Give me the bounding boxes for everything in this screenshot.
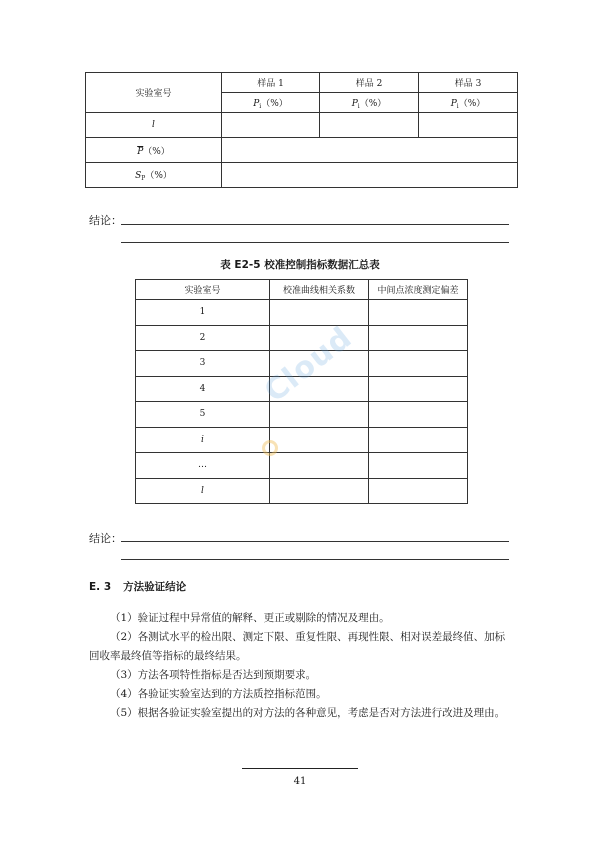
watermark-logo-icon [262, 440, 278, 456]
deviation-header: 中间点浓度测定偏差 [369, 280, 468, 300]
row-label: 4 [136, 376, 270, 402]
correlation-header: 校准曲线相关系数 [270, 280, 369, 300]
table-cell [222, 163, 518, 188]
row-pbar-label: $\overline{P}(\%)$ [86, 138, 222, 163]
table-cell [369, 478, 468, 504]
table-cell [369, 351, 468, 377]
conclusion-line [121, 242, 509, 243]
section-heading [89, 579, 186, 594]
table-cell [222, 113, 320, 138]
sample-2-header: 样品 2 [320, 73, 419, 93]
table-cell [270, 453, 369, 479]
list-item: （2）各测试水平的检出限、测定下限、重复性限、再现性限、相对误差最终值、加标 [110, 631, 506, 643]
row-label: 2 [136, 325, 270, 351]
table-cell [369, 376, 468, 402]
conclusion-line [121, 559, 509, 560]
list-item: （4）各验证实验室达到的方法质控指标范围。 [110, 688, 327, 700]
page-number: 41 [293, 776, 307, 787]
table-cell [369, 402, 468, 428]
row-label: i [136, 427, 270, 453]
table-cell [270, 478, 369, 504]
sample-1-unit: $P_i(\%)$ [222, 93, 320, 113]
table-cell [270, 300, 369, 326]
lab-number-header: 实验室号 [136, 280, 270, 300]
conclusion-label: 结论： [89, 532, 122, 545]
table-caption: 表 E2-5 校准控制指标数据汇总表 [220, 259, 380, 271]
watermark: Cloud [258, 319, 359, 410]
table-row [136, 402, 468, 428]
table-row [136, 300, 468, 326]
list-item: （5）根据各验证实验室提出的对方法的各种意见，考虑是否对方法进行改进及理由。 [110, 707, 506, 719]
table-row [136, 453, 468, 479]
sample-2-unit: $P_i(\%)$ [320, 93, 419, 113]
table-cell [222, 138, 518, 163]
table-cell [270, 427, 369, 453]
sample-3-header: 样品 3 [419, 73, 518, 93]
table-cell [369, 453, 468, 479]
table-cell [320, 113, 419, 138]
table-cell [369, 300, 468, 326]
table-cell [369, 325, 468, 351]
row-label: 5 [136, 402, 270, 428]
row-s-label: $S_P(\%)$ [86, 163, 222, 188]
table-cell [369, 427, 468, 453]
conclusion-label: 结论： [89, 214, 122, 227]
conclusion-line [121, 541, 509, 542]
sample-precision-table [85, 72, 518, 188]
table-cell [419, 113, 518, 138]
section-number: E. 3 [89, 581, 112, 593]
list-item: 回收率最终值等指标的最终结果。 [89, 650, 247, 662]
sample-3-unit: $P_i(\%)$ [419, 93, 518, 113]
row-label: l [136, 478, 270, 504]
section-title: 方法验证结论 [123, 581, 187, 593]
row-label: … [136, 453, 270, 479]
footer-rule [242, 768, 358, 769]
lab-number-header: 实验室号 [86, 73, 222, 113]
list-item: （1）验证过程中异常值的解释、更正或剔除的情况及理由。 [110, 612, 390, 624]
table-row [136, 427, 468, 453]
sample-1-header: 样品 1 [222, 73, 320, 93]
row-label: 3 [136, 351, 270, 377]
table-row [136, 478, 468, 504]
row-l-label: l [86, 113, 222, 138]
conclusion-line [121, 224, 509, 225]
row-label: 1 [136, 300, 270, 326]
list-item: （3）方法各项特性指标是否达到预期要求。 [110, 669, 317, 681]
